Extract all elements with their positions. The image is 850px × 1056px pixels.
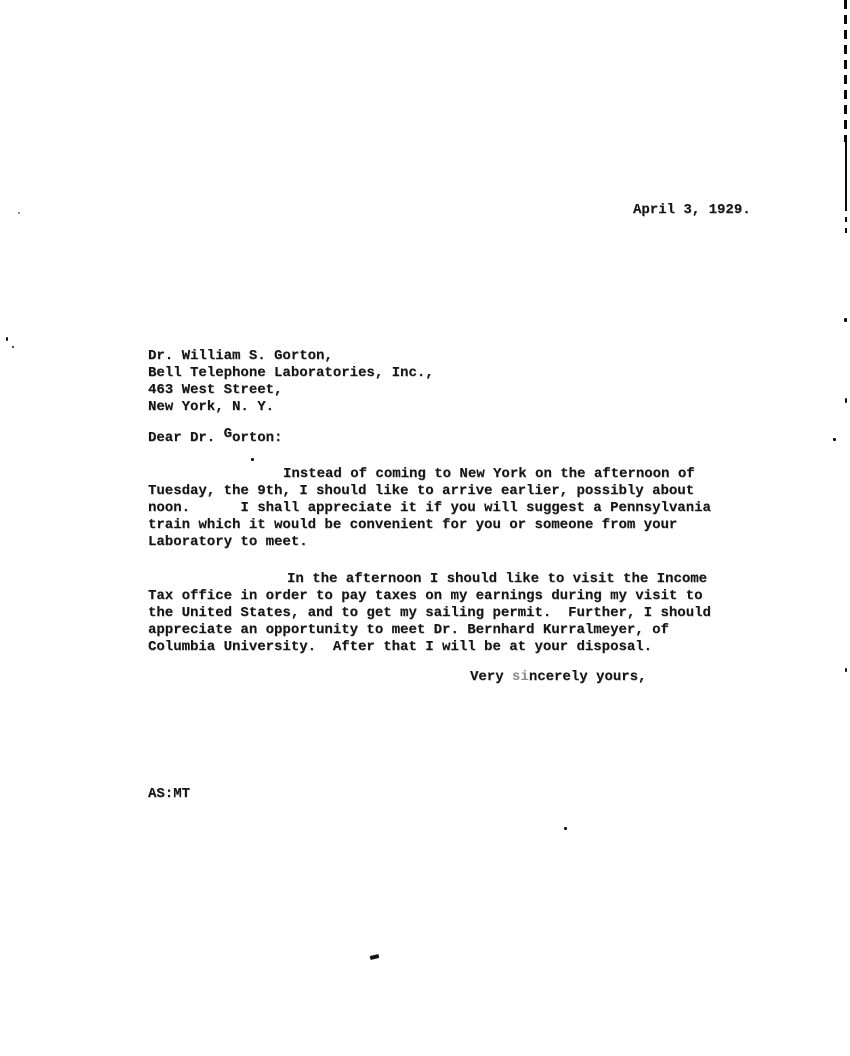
ink-speck (370, 954, 380, 960)
recipient-name: Dr. William S. Gorton, (148, 348, 333, 364)
scan-edge-dashes-top (844, 0, 847, 142)
recipient-company: Bell Telephone Laboratories, Inc., (148, 365, 434, 381)
salutation-raised-letter: G (223, 426, 233, 442)
salutation-suffix: orton: (232, 430, 283, 446)
ink-speck (845, 398, 847, 403)
paragraph-line: In the afternoon I should like to visit the Income (287, 571, 708, 587)
closing-valediction (470, 669, 646, 686)
paragraph-line: Columbia University. After that I will be at your disposal. (148, 639, 653, 655)
closing-faint-part: si (512, 669, 529, 685)
scan-edge-line (845, 142, 847, 206)
ink-speck (251, 458, 254, 461)
ink-speck (845, 668, 847, 672)
recipient-city: New York, N. Y. (148, 399, 275, 415)
paragraph-line: Tuesday, the 9th, I should like to arrive earlier, possibly about (148, 483, 695, 499)
paragraph-line: noon. I shall appreciate it if you will suggest a Pennsylvania (148, 500, 711, 516)
recipient-address (148, 348, 434, 416)
paragraph-line: the United States, and to get my sailing permit. Further, I should (148, 605, 711, 621)
body-paragraph-1 (148, 466, 711, 551)
paragraph-line: appreciate an opportunity to meet Dr. Bernhard Kurralmeyer, of (148, 622, 669, 638)
paragraph-line: Tax office in order to pay taxes on my earnings during my visit to (148, 588, 703, 604)
paragraph-line: Instead of coming to New York on the afternoon of (283, 466, 695, 482)
salutation-prefix: Dear Dr. (148, 430, 224, 446)
ink-speck (12, 346, 14, 348)
ink-speck (833, 438, 836, 441)
ink-speck (18, 212, 20, 214)
salutation (148, 426, 283, 447)
ink-speck (564, 827, 567, 830)
paragraph-line: train which it would be convenient for you or someone from your (148, 517, 678, 533)
closing-part1: Very (470, 669, 513, 685)
closing-part2: ncerely yours, (528, 669, 647, 685)
ink-speck (6, 337, 8, 341)
ink-speck (844, 318, 847, 322)
typist-initials: AS:MT (148, 786, 191, 802)
letter-date: April 3, 1929. (633, 202, 751, 218)
recipient-street: 463 West Street, (148, 382, 283, 398)
scan-edge-dashes-bottom (845, 206, 847, 238)
body-paragraph-2 (148, 571, 711, 656)
paragraph-line: Laboratory to meet. (148, 534, 308, 550)
